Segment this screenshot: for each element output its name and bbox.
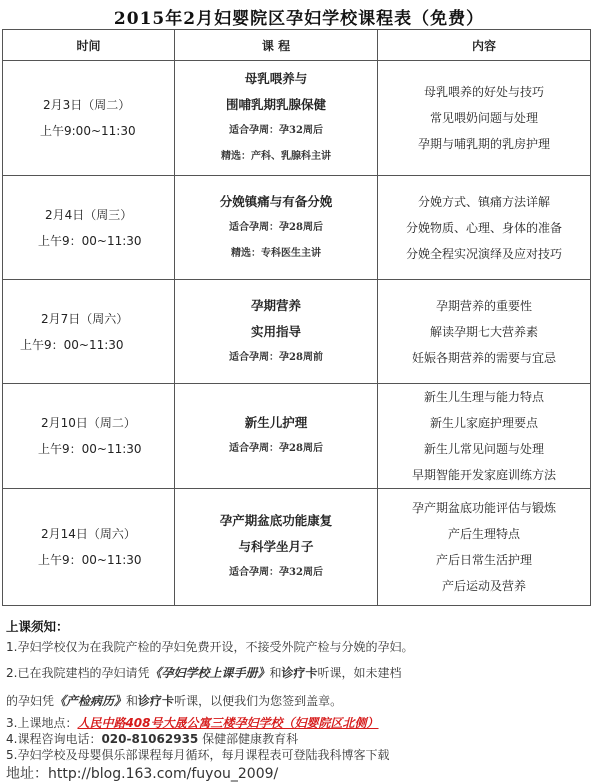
time-text: 上午9：00~11:30	[20, 337, 124, 352]
content-item: 解读孕期七大营养素	[429, 324, 538, 339]
speaker-text: 精选：产科、乳腺科主讲	[221, 151, 331, 162]
course-name-line: 孕产期盆底功能康复	[219, 513, 333, 528]
class-location: 人民中路408号大晟公寓三楼孕妇学校（妇婴院区北侧）	[77, 716, 379, 730]
page-title: 2015年2月妇婴院区孕妇学校课程表（免费）	[113, 9, 485, 29]
header-time: 时间	[3, 30, 175, 61]
note-emphasis: 《产检病历》	[54, 694, 127, 708]
content-item: 产后日常生活护理	[435, 553, 532, 567]
time-text: 上午9：00~11:30	[38, 442, 142, 456]
header-course: 课 程	[175, 30, 378, 61]
date-text: 2月14日（周六）	[41, 527, 136, 541]
course-cell	[175, 384, 378, 489]
note-1: 1.孕妇学校仅为在我院产检的孕妇免费开设，不接受外院产检与分娩的孕妇。	[6, 640, 414, 654]
time-cell	[3, 489, 175, 606]
course-name-line: 分娩镇痛与有备分娩	[219, 193, 333, 209]
notes-heading: 上课须知：	[6, 619, 69, 634]
phone-number: 020-81062935	[101, 732, 199, 746]
note-text: 2.已在我院建档的孕妇请凭	[6, 666, 150, 680]
content-item: 孕产期盆底功能评估与锻炼	[411, 501, 556, 515]
course-cell	[175, 489, 378, 606]
course-name-line: 孕期营养	[250, 297, 301, 313]
date-text: 2月10日（周二）	[41, 416, 136, 430]
note-2	[6, 665, 594, 681]
schedule-table	[2, 29, 591, 606]
content-cell	[378, 280, 591, 384]
audience-text: 适合孕周：孕28周前	[229, 351, 323, 363]
course-name-line: 围哺乳期乳腺保健	[225, 97, 326, 112]
table-row	[3, 489, 591, 606]
note-text: 和	[269, 666, 282, 680]
time-cell	[3, 176, 175, 280]
course-name-line: 实用指导	[250, 323, 301, 339]
content-item: 孕期营养的重要性	[435, 298, 532, 313]
course-cell	[175, 176, 378, 280]
table-row	[3, 384, 591, 489]
note-text: 3.上课地点：	[6, 716, 78, 730]
note-text: 的孕妇凭	[6, 694, 55, 708]
audience-text: 适合孕周：孕28周后	[229, 443, 323, 454]
content-cell	[378, 176, 591, 280]
content-item: 孕期与哺乳期的乳房护理	[417, 137, 550, 151]
content-item: 分娩物质、心理、身体的准备	[405, 220, 562, 235]
time-text: 上午9:00~11:30	[40, 124, 136, 138]
content-item: 分娩方式、镇痛方法详解	[417, 194, 550, 209]
table-row	[3, 61, 591, 176]
note-emphasis: 诊疗卡	[138, 694, 175, 708]
table-row	[3, 280, 591, 384]
note-text: 保健部健康教育科	[198, 732, 299, 746]
content-item: 新生儿家庭护理要点	[429, 416, 538, 430]
date-text: 2月4日（周三）	[45, 207, 133, 222]
notes-section	[6, 617, 594, 783]
course-name-line: 母乳喂养与	[244, 71, 308, 86]
note-emphasis: 诊疗卡	[281, 666, 318, 680]
time-text: 上午9：00~11:30	[38, 233, 142, 248]
course-cell	[175, 280, 378, 384]
content-cell	[378, 384, 591, 489]
note-text: 听课，以便我们为您签到盖章。	[174, 694, 343, 708]
note-text: 4.课程咨询电话：	[6, 732, 102, 746]
course-name-line: 与科学坐月子	[238, 539, 314, 554]
content-item: 产后运动及营养	[441, 579, 526, 593]
note-text: 和	[126, 694, 139, 708]
audience-text: 适合孕周：孕28周后	[229, 221, 323, 233]
content-item: 产后生理特点	[447, 527, 520, 541]
header-content: 内容	[378, 30, 591, 61]
table-row	[3, 176, 591, 280]
content-item: 母乳喂养的好处与技巧	[423, 85, 544, 99]
audience-text: 适合孕周：孕32周后	[229, 125, 323, 136]
note-3	[6, 715, 594, 731]
date-text: 2月7日（周六）	[41, 311, 129, 326]
note-emphasis: 《孕妇学校上课手册》	[149, 666, 270, 680]
content-cell	[378, 61, 591, 176]
time-cell	[3, 280, 175, 384]
blog-url[interactable]: 地址：http://blog.163.com/fuyou_2009/	[6, 766, 279, 782]
content-item: 妊娠各期营养的需要与宜忌	[411, 350, 556, 365]
time-cell	[3, 61, 175, 176]
table-header-row	[3, 30, 591, 61]
content-cell	[378, 489, 591, 606]
note-2-cont	[6, 693, 594, 709]
content-item: 分娩全程实况演绎及应对技巧	[405, 246, 562, 261]
speaker-text: 精选：专科医生主讲	[231, 247, 321, 259]
audience-text: 适合孕周：孕32周后	[229, 567, 323, 578]
date-text: 2月3日（周二）	[43, 98, 131, 112]
content-item: 新生儿常见问题与处理	[423, 442, 544, 456]
time-cell	[3, 384, 175, 489]
course-cell	[175, 61, 378, 176]
note-5: 5.孕妇学校及母婴俱乐部课程每月循环，每月课程表可登陆我科博客下载	[6, 748, 390, 762]
course-name-line: 新生儿护理	[244, 415, 308, 430]
content-item: 新生儿生理与能力特点	[423, 390, 544, 404]
note-4	[6, 731, 594, 747]
content-item: 早期智能开发家庭训练方法	[411, 468, 556, 482]
time-text: 上午9：00~11:30	[38, 553, 142, 567]
content-item: 常见喂奶问题与处理	[429, 111, 538, 125]
note-text: 听课，如未建档	[317, 666, 402, 680]
